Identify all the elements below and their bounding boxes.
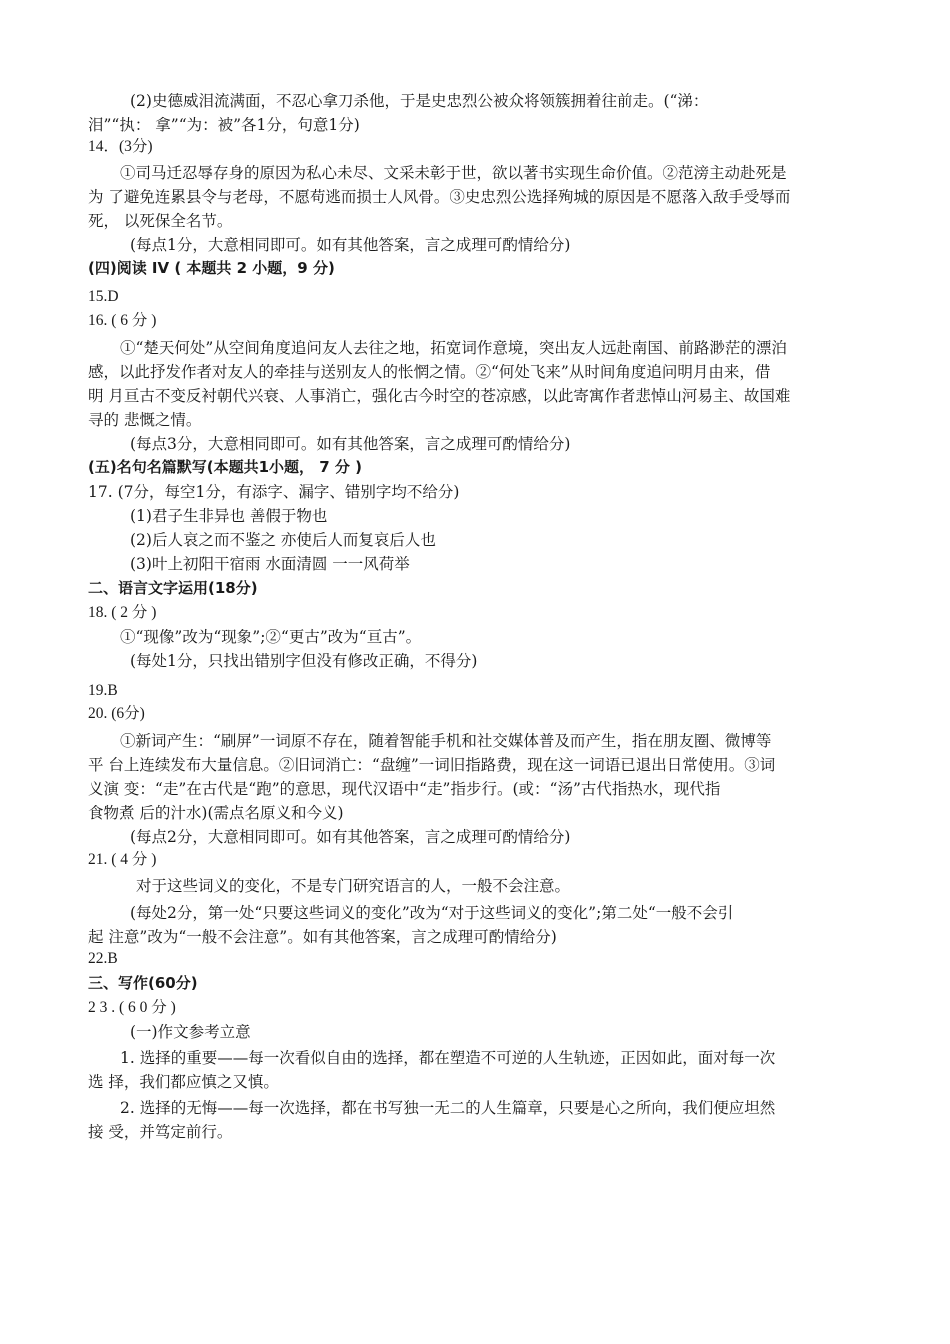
q20-answer-line-3: 义演 变：“走”在古代是“跑”的意思，现代汉语中“走”指步行。(或：“汤”古代指热水，现代指 (88, 780, 721, 798)
q23-point-2-line-1: 2. 选择的无悔——每一次选择，都在书写独一无二的人生篇章，只要是心之所向，我们便应坦然 (120, 1099, 776, 1117)
q16-answer-line-1: ①“楚天何处”从空间角度追问友人去往之地，拓宽词作意境，突出友人远赴南国、前路渺茫的漂泊 (120, 339, 787, 357)
q23-point-1-line-1: 1. 选择的重要——每一次看似自由的选择，都在塑造不可逆的人生轨迹，正因如此，面对每一次 (120, 1049, 776, 1067)
q18-heading: 18. ( 2 分 ) (88, 604, 157, 621)
q13-answer-line-2: 泪”“执： 拿”“为：被”各1分，句意1分) (88, 116, 360, 134)
q16-answer-line-4: 寻的 悲慨之情。 (88, 411, 202, 429)
q16-scoring-note: (每点3分，大意相同即可。如有其他答案，言之成理可酌情给分) (130, 435, 571, 453)
section-recitation-heading: (五)名句名篇默写(本题共1小题， 7 分 ) (88, 458, 362, 476)
q14-answer-line-3: 死， 以死保全名节。 (88, 212, 233, 230)
q21-heading: 21. ( 4 分 ) (88, 851, 157, 868)
q18-answer: ①“现像”改为“现象”;②“更古”改为“亘古”。 (120, 628, 422, 646)
q18-scoring-note: (每处1分，只找出错别字但没有修改正确，不得分) (130, 652, 478, 670)
q21-scoring-note-line-1: (每处2分，第一处“只要这些词义的变化”改为“对于这些词义的变化”;第二处“一般不会引 (130, 904, 734, 922)
q20-answer-line-1: ①新词产生：“刷屏”一词原不存在，随着智能手机和社交媒体普及而产生，指在朋友圈、微博等 (120, 732, 772, 750)
q13-answer-line-1: (2)史德威泪流满面，不忍心拿刀杀他，于是史忠烈公被众将领簇拥着往前走。(“涕： (130, 92, 709, 110)
q23-point-1-line-2: 选 择，我们都应慎之又慎。 (88, 1073, 279, 1091)
q17-heading: 17. (7分，每空1分，有添字、漏字、错别字均不给分) (88, 483, 460, 501)
q16-heading: 16. ( 6 分 ) (88, 312, 157, 329)
q14-heading: 14．(3分) (88, 138, 153, 155)
q17-answer-3: (3)叶上初阳干宿雨 水面清圆 一一风荷举 (130, 555, 410, 573)
q23-subheading: (一)作文参考立意 (130, 1023, 251, 1041)
q20-heading: 20. (6分) (88, 705, 145, 722)
q14-scoring-note: (每点1分，大意相同即可。如有其他答案，言之成理可酌情给分) (130, 236, 571, 254)
q15-answer: 15.D (88, 288, 119, 305)
q20-scoring-note: (每点2分，大意相同即可。如有其他答案，言之成理可酌情给分) (130, 828, 571, 846)
q21-scoring-note-line-2: 起 注意”改为“一般不会注意”。如有其他答案，言之成理可酌情给分) (88, 928, 557, 946)
section-language-heading: 二、语言文字运用(18分) (88, 579, 258, 597)
q20-answer-line-4: 食物煮 后的汁水)(需点名原义和今义) (88, 804, 344, 822)
section-reading-4-heading: (四)阅读 IV ( 本题共 2 小题，9 分) (88, 259, 335, 277)
q23-heading: 2 3 . ( 6 0 分 ) (88, 999, 176, 1016)
q14-answer-line-2: 为 了避免连累县令与老母，不愿苟逃而损士人风骨。③史忠烈公选择殉城的原因是不愿落入敌手受辱而 (88, 188, 791, 206)
q17-answer-1: (1)君子生非异也 善假于物也 (130, 507, 328, 525)
q23-point-2-line-2: 接 受，并笃定前行。 (88, 1123, 233, 1141)
q20-answer-line-2: 平 台上连续发布大量信息。②旧词消亡：“盘缠”一词旧指路费，现在这一词语已退出日常使用。③词 (88, 756, 776, 774)
q21-answer: 对于这些词义的变化，不是专门研究语言的人，一般不会注意。 (136, 877, 571, 895)
q17-answer-2: (2)后人哀之而不鉴之 亦使后人而复哀后人也 (130, 531, 436, 549)
q19-answer: 19.B (88, 682, 118, 699)
q14-answer-line-1: ①司马迁忍辱存身的原因为私心未尽、文采未彰于世，欲以著书实现生命价值。②范滂主动赴死是 (120, 164, 787, 182)
q16-answer-line-3: 明 月亘古不变反衬朝代兴衰、人事消亡，强化古今时空的苍凉感，以此寄寓作者悲悼山河易主、故国难 (88, 387, 791, 405)
section-writing-heading: 三、写作(60分) (88, 974, 198, 992)
q16-answer-line-2: 感，以此抒发作者对友人的牵挂与送别友人的怅惘之情。②“何处飞来”从时间角度追问明月由来，借 (88, 363, 771, 381)
q22-answer: 22.B (88, 950, 118, 967)
